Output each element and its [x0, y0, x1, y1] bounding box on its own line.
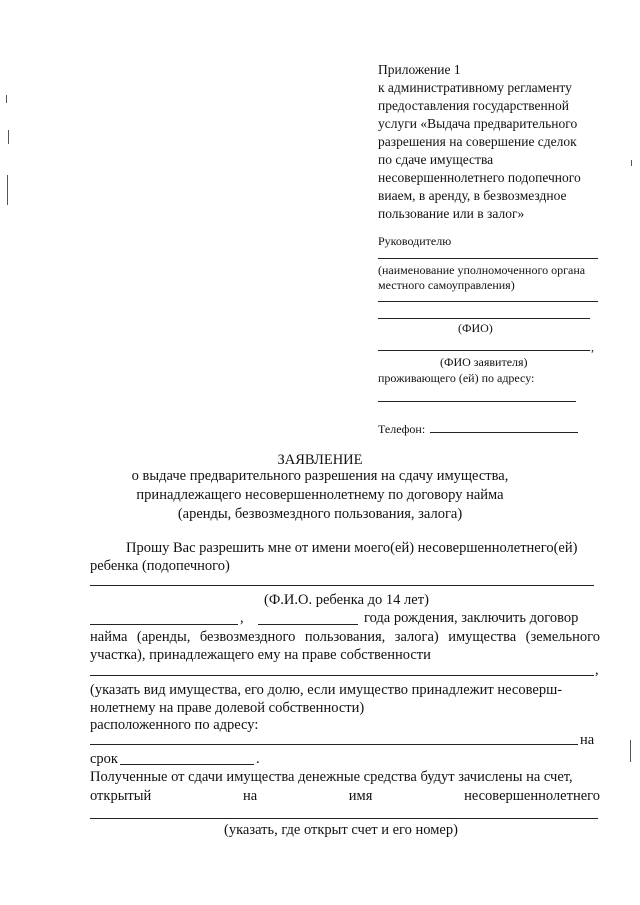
scan-mark: [8, 130, 9, 144]
on-word: на: [580, 732, 595, 748]
account-line[interactable]: [90, 818, 598, 819]
term-label: срок: [90, 751, 118, 767]
residing-label: проживающего (ей) по адресу:: [378, 371, 535, 385]
appendix-line: к административному регламенту: [378, 80, 572, 95]
org-name-line-2[interactable]: [378, 301, 598, 302]
contract-word: безвозмездного: [199, 629, 296, 645]
opened-word: несовершеннолетнего: [464, 788, 600, 804]
contract-word: пользования,: [304, 629, 386, 645]
birth-text: года рождения, заключить договор: [364, 610, 579, 626]
phone-line[interactable]: [430, 432, 578, 433]
applicant-fio-line[interactable]: [378, 350, 590, 351]
org-caption: (наименование уполномоченного органа: [378, 263, 586, 277]
comma: ,: [591, 340, 594, 354]
birth-year-line[interactable]: [258, 624, 358, 625]
appendix-line: пользование или в залог»: [378, 206, 525, 221]
term-line[interactable]: [120, 764, 254, 765]
address-line[interactable]: [378, 401, 576, 402]
property-address-line[interactable]: [90, 744, 578, 745]
property-line[interactable]: [90, 675, 594, 676]
birth-day-line[interactable]: [90, 624, 238, 625]
property-comma: ,: [595, 662, 599, 678]
opened-word: имя: [348, 788, 373, 804]
appendix-line: предоставления государственной: [378, 98, 569, 113]
statement-heading: ЗАЯВЛЕНИЕ: [277, 452, 363, 468]
property-caption: нолетнему на праве долевой собственности): [90, 700, 365, 716]
contract-word: имущества: [448, 629, 517, 645]
statement-subtitle: принадлежащего несовершеннолетнему по договору найма: [136, 487, 504, 503]
term-dot: .: [256, 751, 260, 767]
appendix-line: виаем, в аренду, в безвозмездное: [378, 188, 567, 203]
contract-word: (аренды,: [136, 629, 191, 645]
scan-mark: [7, 175, 8, 205]
statement-subtitle: (аренды, безвозмездного пользования, залога): [177, 506, 463, 522]
child-caption: (Ф.И.О. ребенка до 14 лет): [264, 592, 429, 608]
appendix-line: несовершеннолетнего подопечного: [378, 170, 581, 185]
phone-label: Телефон:: [378, 422, 426, 436]
located-label: расположенного по адресу:: [90, 717, 259, 733]
opened-word: открытый: [90, 788, 152, 804]
scan-mark: [631, 160, 632, 166]
appendix-line: разрешения на совершение сделок: [378, 134, 577, 149]
org-caption: местного самоуправления): [378, 278, 515, 292]
funds-line: Полученные от сдачи имущества денежные средства будут зачислены на счет,: [90, 769, 573, 785]
birth-comma: ,: [240, 610, 244, 626]
appendix-line: по сдаче имущества: [378, 152, 494, 167]
plot-line: участка), принадлежащего ему на праве собственности: [90, 647, 431, 663]
appendix-line: Приложение 1: [378, 62, 461, 77]
request-line: Прошу Вас разрешить мне от имени моего(ей) несовершеннолетнего(ей): [126, 540, 578, 556]
property-caption: (указать вид имущества, его долю, если имущество принадлежит несоверш-: [90, 682, 563, 698]
child-name-line[interactable]: [90, 585, 594, 586]
appendix-line: услуги «Выдача предварительного: [378, 116, 578, 131]
opened-word: на: [242, 788, 258, 804]
opened-line: [90, 787, 600, 806]
scan-mark: [6, 95, 7, 103]
contract-word: найма: [90, 629, 128, 645]
fio-caption: (ФИО): [458, 321, 493, 335]
applicant-caption: (ФИО заявителя): [440, 355, 528, 369]
contract-word: (земельного: [525, 629, 600, 645]
org-name-line[interactable]: [378, 258, 598, 259]
account-caption: (указать, где открыт счет и его номер): [224, 822, 458, 838]
contract-word: залога): [394, 629, 439, 645]
head-fio-line[interactable]: [378, 318, 590, 319]
contract-line: [90, 628, 600, 647]
statement-subtitle: о выдаче предварительного разрешения на сдачу имущества,: [131, 468, 509, 484]
child-label: ребенка (подопечного): [90, 558, 230, 574]
head-label: Руководителю: [378, 234, 452, 248]
scan-mark: [630, 740, 631, 762]
